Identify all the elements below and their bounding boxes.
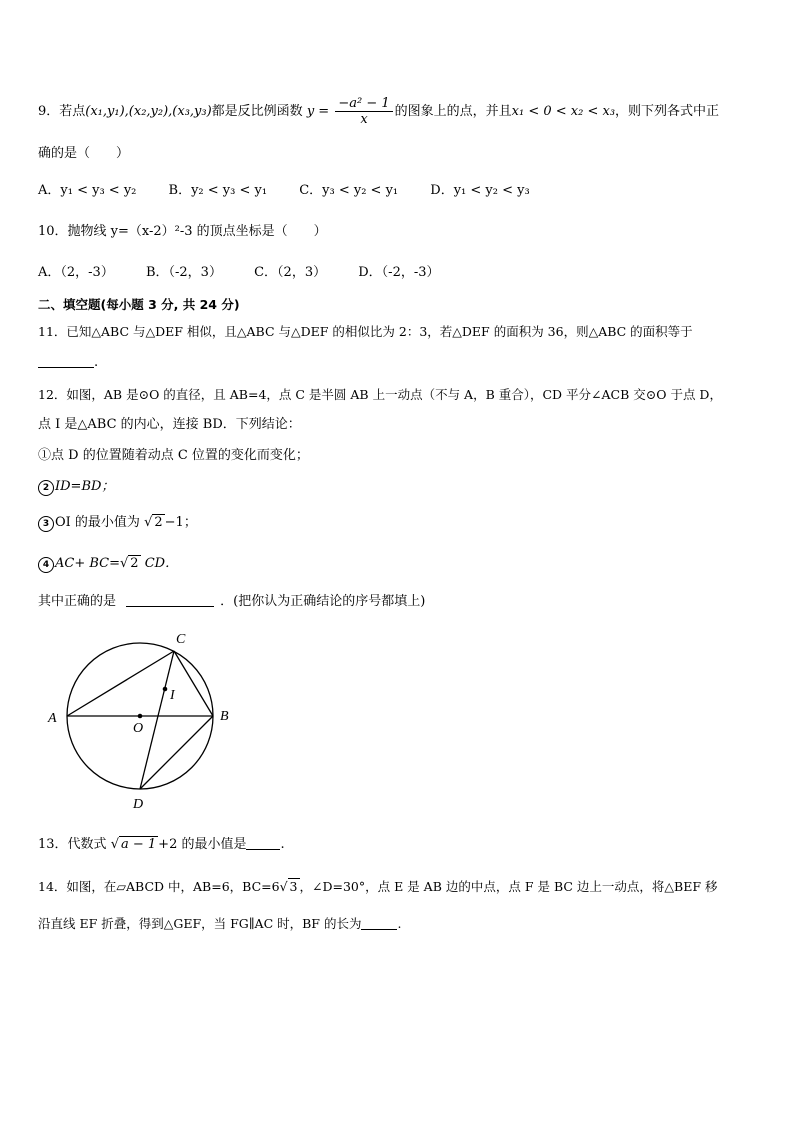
q10-option-c: C．（2，3）	[254, 265, 327, 280]
statement-number-2: 2	[38, 480, 54, 496]
q13-end: .	[280, 837, 285, 852]
q9-options	[38, 181, 564, 201]
q12-s3-radicand: 2	[154, 515, 163, 530]
q14-suffix: ，∠D=30°，点 E 是 AB 边的中点，点 F 是 BC 边上一动点，将△BEF 移	[299, 879, 718, 894]
q14-radicand: 3	[289, 879, 298, 894]
sqrt-a-minus-1: √ a − 1	[110, 837, 157, 852]
q10-stem: 10．抛物线 y=（x-2）²-3 的顶点坐标是（ ）	[38, 224, 327, 239]
q12-answer-blank[interactable]	[126, 592, 214, 607]
q9-option-d: D．y₁ < y₂ < y₃	[430, 183, 530, 198]
q10-option-a: A．（2，-3）	[38, 265, 114, 280]
q9-suffix: 的图象上的点，并且	[394, 104, 512, 119]
q13-suffix: +2 的最小值是	[158, 837, 247, 852]
q10-option-b: B．（-2，3）	[145, 265, 222, 280]
q12-statement-3	[38, 513, 197, 533]
q11-end: .	[94, 355, 99, 370]
q12-answer-line	[38, 592, 425, 612]
q12-line2: 点 I 是△ABC 的内心，连接 BD．下列结论：	[38, 417, 301, 432]
q9-condition: x₁ < 0 < x₂ < x₃	[511, 104, 616, 119]
q12-s4-radicand: 2	[130, 556, 139, 571]
q9-line2: 确的是（ ）	[38, 146, 130, 161]
q12-s4-prefix: AC+ BC=	[55, 556, 120, 571]
q12-s3-prefix: OI 的最小值为	[55, 515, 140, 530]
point-i	[163, 687, 168, 692]
q10-option-d: D．（-2，-3）	[358, 265, 440, 280]
q9-option-a: A．y₁ < y₃ < y₂	[38, 183, 137, 198]
segment-ac	[67, 651, 174, 716]
q9-prefix: 9．若点	[38, 104, 86, 119]
label-c: C	[176, 632, 186, 647]
q11-line2	[38, 353, 98, 373]
q12-s4-suffix: CD．	[144, 556, 179, 571]
label-a: A	[48, 711, 57, 726]
circle-figure	[40, 630, 240, 820]
q10-options	[38, 263, 474, 283]
q12-line1: 12．如图，AB 是⊙O 的直径，且 AB=4，点 C 是半圆 AB 上一动点（不与 A，B 重合），CD 平分∠ACB 交⊙O 于点 D，	[38, 387, 722, 402]
q11-answer-blank[interactable]	[38, 353, 94, 368]
label-b: B	[220, 709, 229, 724]
q9-line1	[38, 96, 719, 127]
q12-statement-2	[38, 477, 114, 497]
q14-line2-prefix: 沿直线 EF 折叠，得到△GEF，当 FG∥AC 时，BF 的长为	[38, 916, 362, 931]
q12-s2-text: ID=BD；	[55, 479, 115, 494]
statement-number-3: 3	[38, 516, 54, 532]
q9-frac-num: −a² − 1	[335, 96, 392, 112]
q9-frac-den: x	[360, 112, 368, 127]
segment-cb	[174, 651, 213, 716]
q12-answer-suffix: ．(把你认为正确结论的序号都填上)	[220, 594, 426, 609]
q13-prefix: 13．代数式	[38, 837, 107, 852]
q9-fraction	[335, 96, 392, 127]
q9-mid: 都是反比例函数	[211, 104, 303, 119]
label-i: I	[170, 688, 175, 703]
q14-end: .	[397, 916, 402, 931]
segment-bd	[140, 716, 213, 789]
sqrt-2: √ 2	[120, 556, 139, 571]
q12-s3-suffix: −1；	[164, 515, 197, 530]
q13-answer-blank[interactable]	[246, 835, 280, 850]
label-d: D	[133, 797, 144, 812]
label-o: O	[133, 721, 144, 736]
q14-line2	[38, 914, 401, 934]
q9-points: (x₁,y₁),(x₂,y₂),(x₃,y₃)	[85, 104, 212, 119]
q14-line1	[38, 877, 717, 897]
q9-suffix2: ，则下列各式中正	[615, 104, 720, 119]
q12-statement-1: ①点 D 的位置随着动点 C 位置的变化而变化；	[38, 448, 309, 463]
q14-prefix: 14．如图，在▱ABCD 中，AB=6，BC=6	[38, 879, 280, 894]
point-o	[138, 714, 143, 719]
sqrt-2: √ 2	[144, 515, 163, 530]
q13	[38, 835, 285, 855]
q9-option-c: C．y₃ < y₂ < y₁	[299, 183, 399, 198]
section-heading: 二、填空题(每小题 3 分, 共 24 分)	[38, 297, 240, 312]
q13-radicand: a − 1	[120, 837, 157, 852]
q9-func-lhs: y =	[306, 104, 330, 119]
statement-number-4: 4	[38, 557, 54, 573]
q11-line1: 11．已知△ABC 与△DEF 相似，且△ABC 与△DEF 的相似比为 2：3，若△DEF 的面积为 36，则△ABC 的面积等于	[38, 324, 693, 339]
q12-answer-prefix: 其中正确的是	[38, 594, 117, 609]
segment-cd	[140, 651, 174, 789]
q9-option-b: B．y₂ < y₃ < y₁	[168, 183, 268, 198]
q12-statement-4	[38, 554, 178, 574]
q14-answer-blank[interactable]	[361, 915, 397, 930]
sqrt-3: √ 3	[279, 879, 298, 894]
